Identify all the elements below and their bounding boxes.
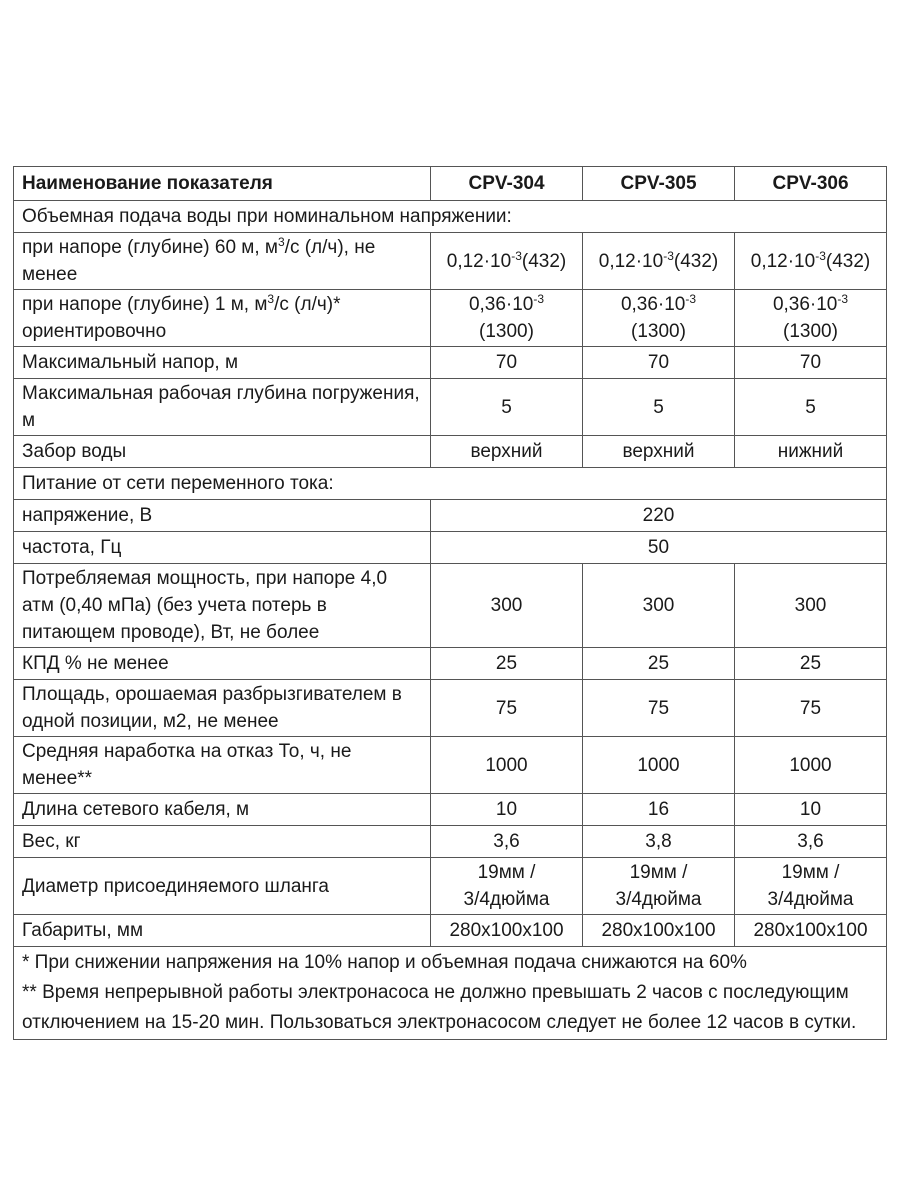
section-power-label: Питание от сети переменного тока: bbox=[14, 468, 887, 500]
value-cell: $0,12\cdot 10^{-3}(432)$ bbox=[583, 233, 735, 290]
value-cell: верхний bbox=[431, 436, 583, 468]
table-row bbox=[14, 648, 887, 680]
footnote-1: * При снижении напряжения на 10% напор и объемная подача снижаются на 60% bbox=[22, 952, 747, 973]
row-label: Диаметр присоединяемого шланга bbox=[14, 858, 431, 915]
row-label: Средняя наработка на отказ То, ч, не менее** bbox=[14, 737, 431, 794]
row-label: при напоре (глубине) 1 м, $м^3/с$ (л/ч)* ориентировочно bbox=[14, 290, 431, 347]
value-cell: 75 bbox=[431, 680, 583, 737]
value-cell: верхний bbox=[583, 436, 735, 468]
value-cell: $0,12\cdot 10^{-3}(432)$ bbox=[431, 233, 583, 290]
table-row bbox=[14, 794, 887, 826]
row-label: Площадь, орошаемая разбрызгивателем в одной позиции, м2, не менее bbox=[14, 680, 431, 737]
value-cell: 300 bbox=[735, 564, 887, 648]
value-cell: 300 bbox=[431, 564, 583, 648]
table-row-flow-1m bbox=[14, 290, 887, 347]
table-row bbox=[14, 379, 887, 436]
value-cell: 3,6 bbox=[431, 826, 583, 858]
merged-value-cell: 220 bbox=[431, 500, 887, 532]
row-label: Максимальный напор, м bbox=[14, 347, 431, 379]
value-cell: 1000 bbox=[583, 737, 735, 794]
row-label: КПД % не менее bbox=[14, 648, 431, 680]
value-cell: 70 bbox=[735, 347, 887, 379]
value-cell: 10 bbox=[431, 794, 583, 826]
header-model-2: CPV-305 bbox=[583, 167, 735, 201]
header-parameter-name: Наименование показателя bbox=[14, 167, 431, 201]
header-model-3: CPV-306 bbox=[735, 167, 887, 201]
table-row-frequency bbox=[14, 532, 887, 564]
value-cell: 280х100х100 bbox=[735, 915, 887, 947]
value-cell: 16 bbox=[583, 794, 735, 826]
value-cell: 19мм / 3/4дюйма bbox=[735, 858, 887, 915]
value-cell: 300 bbox=[583, 564, 735, 648]
notes-row bbox=[14, 947, 887, 1040]
table-row bbox=[14, 436, 887, 468]
value-cell: 25 bbox=[431, 648, 583, 680]
value-cell: 5 bbox=[735, 379, 887, 436]
row-label: Вес, кг bbox=[14, 826, 431, 858]
table-row-flow-60m bbox=[14, 233, 887, 290]
header-row bbox=[14, 167, 887, 201]
table-row bbox=[14, 858, 887, 915]
value-cell: 3,8 bbox=[583, 826, 735, 858]
row-label: Потребляемая мощность, при напоре 4,0 атм (0,40 мПа) (без учета потерь в питающем проводе), Вт, не более bbox=[14, 564, 431, 648]
table-row bbox=[14, 915, 887, 947]
value-cell: 5 bbox=[583, 379, 735, 436]
row-label: частота, Гц bbox=[14, 532, 431, 564]
table-row-voltage bbox=[14, 500, 887, 532]
row-label: напряжение, В bbox=[14, 500, 431, 532]
footnotes-cell bbox=[14, 947, 887, 1040]
value-cell: 19мм / 3/4дюйма bbox=[583, 858, 735, 915]
section-flow-label: Объемная подача воды при номинальном напряжении: bbox=[14, 201, 887, 233]
value-cell: 10 bbox=[735, 794, 887, 826]
row-label: Максимальная рабочая глубина погружения, м bbox=[14, 379, 431, 436]
value-cell: 280х100х100 bbox=[431, 915, 583, 947]
header-model-1: CPV-304 bbox=[431, 167, 583, 201]
value-cell: 25 bbox=[735, 648, 887, 680]
table-row bbox=[14, 347, 887, 379]
value-cell: $0,36\cdot 10^{-3}$ (1300) bbox=[583, 290, 735, 347]
row-label: Длина сетевого кабеля, м bbox=[14, 794, 431, 826]
value-cell: 75 bbox=[583, 680, 735, 737]
table-row bbox=[14, 826, 887, 858]
value-cell: $0,12\cdot 10^{-3}(432)$ bbox=[735, 233, 887, 290]
value-cell: 3,6 bbox=[735, 826, 887, 858]
value-cell: 5 bbox=[431, 379, 583, 436]
value-cell: нижний bbox=[735, 436, 887, 468]
section-row-power bbox=[14, 468, 887, 500]
table-row bbox=[14, 680, 887, 737]
value-cell: 1000 bbox=[735, 737, 887, 794]
value-cell: 70 bbox=[583, 347, 735, 379]
merged-value-cell: 50 bbox=[431, 532, 887, 564]
value-cell: 1000 bbox=[431, 737, 583, 794]
value-cell: 75 bbox=[735, 680, 887, 737]
value-cell: 25 bbox=[583, 648, 735, 680]
section-row-flow bbox=[14, 201, 887, 233]
value-cell: $0,36\cdot 10^{-3}$ (1300) bbox=[431, 290, 583, 347]
value-cell: $0,36\cdot 10^{-3}$ (1300) bbox=[735, 290, 887, 347]
value-cell: 19мм / 3/4дюйма bbox=[431, 858, 583, 915]
row-label: Габариты, мм bbox=[14, 915, 431, 947]
specification-table bbox=[13, 166, 887, 1040]
row-label: при напоре (глубине) 60 м, $м^3/с$ (л/ч), не менее bbox=[14, 233, 431, 290]
table-row bbox=[14, 564, 887, 648]
row-label: Забор воды bbox=[14, 436, 431, 468]
footnote-2: ** Время непрерывной работы электронасоса не должно превышать 2 часов с последующим отключением на 15-20 мин. Пользоваться электронасосом следует не более 12 часов в сутки. bbox=[22, 982, 857, 1033]
value-cell: 280х100х100 bbox=[583, 915, 735, 947]
table-row bbox=[14, 737, 887, 794]
value-cell: 70 bbox=[431, 347, 583, 379]
